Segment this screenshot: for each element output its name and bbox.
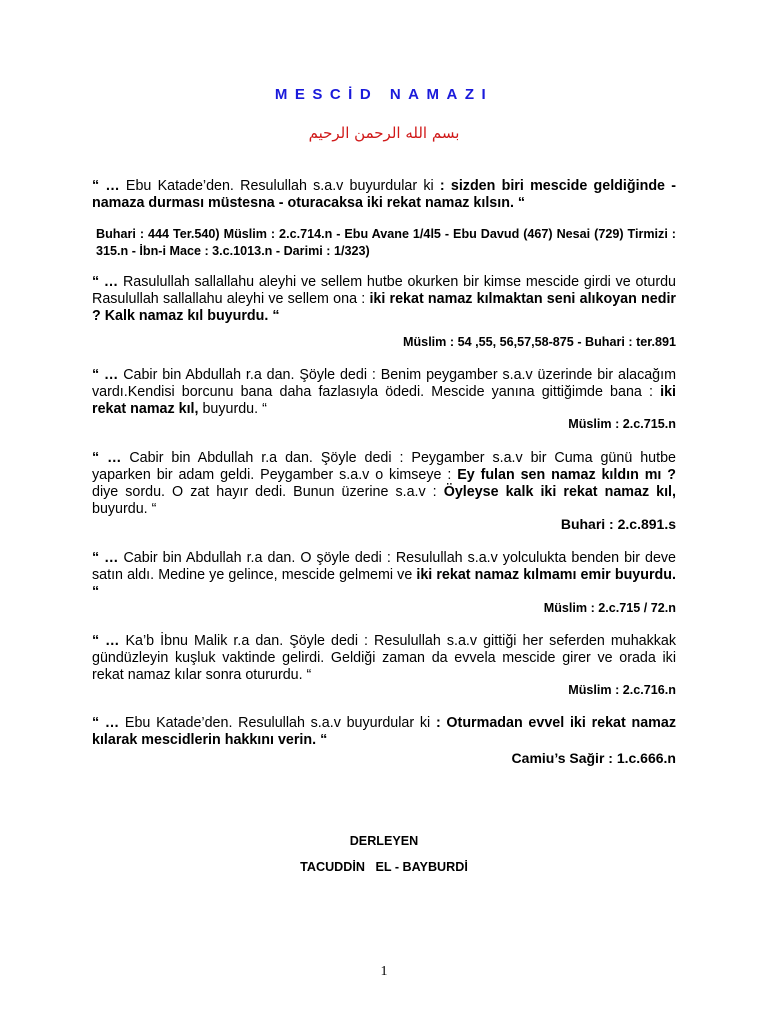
hadith-6-reference: Müslim : 2.c.716.n xyxy=(568,683,676,697)
compiler-name: TACUDDİN EL - BAYBURDİ xyxy=(300,860,468,874)
hadith-4: “ … Cabir bin Abdullah r.a dan. Şöyle dedi : Peygamber s.a.v bir Cuma günü hutbe yaparken bir adam geldi. Peygamber s.a.v o kimseye : Ey fulan sen namaz kıldın mı ? diye sordu. O zat hayır dedi. Bunun üzerine s.a.v : Öyleyse kalk iki rekat namaz kıl, buyurdu. “ xyxy=(92,450,677,517)
hadith-6: “ … Ka’b İbnu Malik r.a dan. Şöyle dedi : Resulullah s.a.v gittiği her seferden muhakkak gündüzleyin kuşluk vaktinde gelirdi. Geldiği zaman da evvela mescide girer ve orada iki rekat namaz kılar sonra otururdu. “ xyxy=(92,633,677,683)
hadith-3-reference: Müslim : 2.c.715.n xyxy=(568,417,676,431)
hadith-5: “ … Cabir bin Abdullah r.a dan. O şöyle dedi : Resulullah s.a.v yolculukta benden bir deve satın aldı. Medine ye gelince, mescide gelmemi ve iki rekat namaz kılmamı emir buyurdu. “ xyxy=(92,550,676,600)
hadith-2: “ … Rasulullah sallallahu aleyhi ve sellem hutbe okurken bir kimse mescide girdi ve oturdu Rasulullah sallallahu aleyhi ve sellem ona : iki rekat namaz kılmaktan seni alıkoyan nedir ? Kalk namaz kıl buyurdu. “ xyxy=(92,274,676,324)
basmala: بسم الله الرحمن الرحيم xyxy=(308,124,460,142)
page-number: 1 xyxy=(380,964,388,979)
page-title: MESCİD NAMAZI xyxy=(274,86,494,103)
hadith-3: “ … Cabir bin Abdullah r.a dan. Şöyle dedi : Benim peygamber s.a.v üzerinde bir alacağım vardı.Kendisi borcunu bana daha fazlasıyla ödedi. Mescide yanına gittiğimde bana : iki rekat namaz kıl, buyurdu. “ xyxy=(92,367,677,417)
hadith-1-reference: Buhari : 444 Ter.540) Müslim : 2.c.714.n - Ebu Avane 1/4l5 - Ebu Davud (467) Nesai (729) Tirmizi : 315.n - İbn-i Mace : 3.c.1013.n - Darimi : 1/323) xyxy=(96,227,676,258)
hadith-2-reference: Müslim : 54 ,55, 56,57,58-875 - Buhari : ter.891 xyxy=(403,335,676,349)
hadith-4-reference: Buhari : 2.c.891.s xyxy=(560,516,676,532)
hadith-7: “ … Ebu Katade’den. Resulullah s.a.v buyurdular ki : Oturmadan evvel iki rekat namaz kılarak mescidlerin hakkını verin. “ xyxy=(92,715,676,748)
compiler-label: DERLEYEN xyxy=(349,834,419,848)
hadith-7-reference: Camiu’s Sağir : 1.c.666.n xyxy=(511,750,676,766)
hadith-5-reference: Müslim : 2.c.715 / 72.n xyxy=(543,601,676,615)
hadith-1: “ … Ebu Katade’den. Resulullah s.a.v buyurdular ki : sizden biri mescide geldiğinde - namaza durması müstesna - oturacaksa iki rekat namaz kılsın. “ xyxy=(92,178,677,211)
